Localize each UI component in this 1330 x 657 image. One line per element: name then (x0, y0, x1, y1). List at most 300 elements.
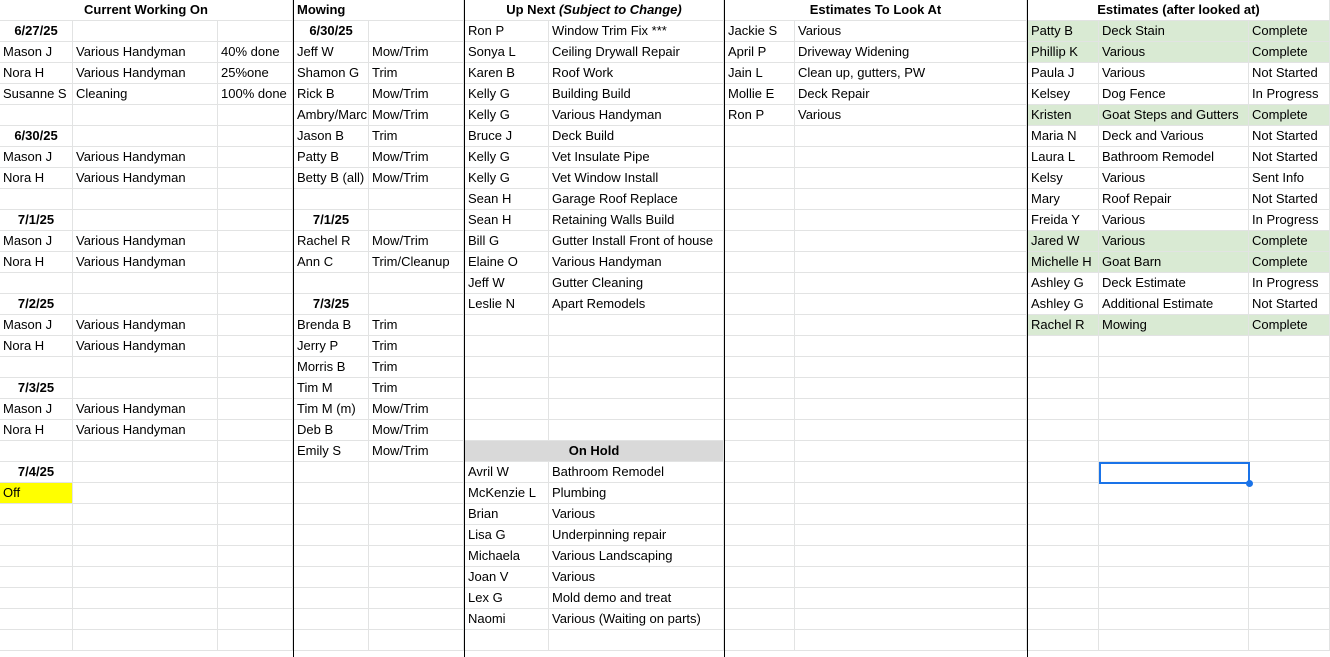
current-cell-name[interactable]: Nora H (0, 336, 73, 357)
mowing-cell[interactable] (294, 546, 369, 567)
upnext-cell-task[interactable]: Retaining Walls Build (549, 210, 724, 231)
mowing-cell[interactable] (369, 609, 464, 630)
mowing-cell-name[interactable]: Deb B (294, 420, 369, 441)
upnext-cell-task[interactable]: Various Landscaping (549, 546, 724, 567)
current-date-label[interactable]: 6/27/25 (0, 21, 73, 42)
mowing-cell[interactable] (294, 504, 369, 525)
estimates-cell[interactable] (795, 126, 1027, 147)
upnext-cell-name[interactable]: Kelly G (465, 105, 549, 126)
estimates-cell[interactable] (795, 588, 1027, 609)
estimates-cell[interactable] (725, 441, 795, 462)
mowing-cell[interactable] (369, 630, 464, 651)
current-cell-task[interactable]: Various Handyman (73, 63, 218, 84)
upnext-cell-name[interactable]: Kelly G (465, 147, 549, 168)
estimates-after-cell-status[interactable]: Complete (1249, 231, 1330, 252)
upnext-cell[interactable] (465, 315, 549, 336)
mowing-date-label[interactable]: 7/3/25 (294, 294, 369, 315)
estimates-after-cell-task[interactable]: Roof Repair (1099, 189, 1249, 210)
header-estimates-after[interactable]: Estimates (after looked at) (1028, 0, 1330, 21)
estimates-cell[interactable] (725, 504, 795, 525)
current-cell-status[interactable] (218, 231, 293, 252)
upnext-cell-name[interactable]: Lisa G (465, 525, 549, 546)
current-cell[interactable] (0, 630, 73, 651)
fill-handle[interactable] (1246, 480, 1253, 487)
current-cell-name[interactable]: Nora H (0, 63, 73, 84)
estimates-cell[interactable] (725, 294, 795, 315)
current-cell[interactable] (73, 273, 218, 294)
estimates-after-cell-status[interactable]: Not Started (1249, 147, 1330, 168)
estimates-after-cell-name[interactable]: Mary (1028, 189, 1099, 210)
upnext-cell-task[interactable]: Roof Work (549, 63, 724, 84)
estimates-after-cell[interactable] (1099, 525, 1249, 546)
estimates-after-cell[interactable] (1249, 357, 1330, 378)
estimates-cell[interactable] (795, 525, 1027, 546)
upnext-cell[interactable] (465, 378, 549, 399)
upnext-cell[interactable] (549, 420, 724, 441)
current-cell[interactable] (73, 21, 218, 42)
estimates-cell[interactable] (795, 399, 1027, 420)
estimates-after-cell[interactable] (1028, 420, 1099, 441)
estimates-after-cell[interactable] (1028, 378, 1099, 399)
current-cell-name[interactable]: Susanne S (0, 84, 73, 105)
current-cell[interactable] (73, 126, 218, 147)
estimates-after-cell-name[interactable]: Michelle H (1028, 252, 1099, 273)
upnext-cell-task[interactable]: Building Build (549, 84, 724, 105)
upnext-cell-name[interactable]: Bruce J (465, 126, 549, 147)
current-cell[interactable] (218, 294, 293, 315)
upnext-cell-name[interactable]: Bill G (465, 231, 549, 252)
mowing-cell-name[interactable]: Patty B (294, 147, 369, 168)
current-cell[interactable] (218, 105, 293, 126)
current-cell[interactable] (218, 525, 293, 546)
upnext-cell-task[interactable]: Bathroom Remodel (549, 462, 724, 483)
current-cell-name[interactable]: Mason J (0, 231, 73, 252)
upnext-cell-task[interactable]: Vet Insulate Pipe (549, 147, 724, 168)
estimates-after-cell-status[interactable]: Not Started (1249, 126, 1330, 147)
upnext-cell-name[interactable]: Avril W (465, 462, 549, 483)
estimates-cell-name[interactable]: Ron P (725, 105, 795, 126)
current-cell-task[interactable] (73, 483, 218, 504)
mowing-cell-task[interactable]: Trim (369, 357, 464, 378)
header-mowing[interactable]: Mowing (294, 0, 464, 21)
mowing-cell[interactable] (369, 546, 464, 567)
current-cell[interactable] (73, 294, 218, 315)
upnext-cell-name[interactable]: Michaela (465, 546, 549, 567)
estimates-cell[interactable] (725, 609, 795, 630)
estimates-after-cell[interactable] (1249, 630, 1330, 651)
current-cell-task[interactable]: Various Handyman (73, 420, 218, 441)
estimates-after-cell-status[interactable]: Complete (1249, 21, 1330, 42)
current-cell-name[interactable]: Nora H (0, 252, 73, 273)
current-cell[interactable] (73, 588, 218, 609)
mowing-cell[interactable] (294, 525, 369, 546)
mowing-cell-name[interactable]: Tim M (m) (294, 399, 369, 420)
current-cell[interactable] (218, 126, 293, 147)
mowing-cell-name[interactable]: Jerry P (294, 336, 369, 357)
upnext-cell[interactable] (549, 315, 724, 336)
mowing-cell[interactable] (369, 567, 464, 588)
estimates-after-cell-task[interactable]: Dog Fence (1099, 84, 1249, 105)
mowing-cell-task[interactable]: Mow/Trim (369, 420, 464, 441)
current-cell[interactable] (218, 273, 293, 294)
upnext-cell-name[interactable]: Brian (465, 504, 549, 525)
estimates-after-cell-name[interactable]: Jared W (1028, 231, 1099, 252)
estimates-after-cell-task[interactable]: Deck Stain (1099, 21, 1249, 42)
estimates-after-cell[interactable] (1028, 588, 1099, 609)
estimates-cell[interactable] (795, 630, 1027, 651)
mowing-cell-task[interactable]: Trim (369, 126, 464, 147)
current-cell[interactable] (218, 462, 293, 483)
current-cell[interactable] (218, 21, 293, 42)
estimates-after-cell[interactable] (1028, 630, 1099, 651)
current-cell[interactable] (218, 504, 293, 525)
estimates-after-cell-task[interactable]: Bathroom Remodel (1099, 147, 1249, 168)
mowing-cell[interactable] (294, 588, 369, 609)
current-cell[interactable] (218, 357, 293, 378)
estimates-after-cell[interactable] (1249, 483, 1330, 504)
upnext-cell[interactable] (465, 357, 549, 378)
current-cell[interactable] (73, 525, 218, 546)
estimates-after-cell-name[interactable]: Ashley G (1028, 273, 1099, 294)
mowing-cell-name[interactable]: Jason B (294, 126, 369, 147)
estimates-after-cell[interactable] (1028, 567, 1099, 588)
estimates-cell[interactable] (795, 609, 1027, 630)
estimates-cell[interactable] (795, 147, 1027, 168)
current-date-label[interactable]: 7/2/25 (0, 294, 73, 315)
estimates-after-cell-task[interactable]: Various (1099, 42, 1249, 63)
upnext-cell-name[interactable]: Sean H (465, 189, 549, 210)
mowing-cell-name[interactable]: Rachel R (294, 231, 369, 252)
mowing-cell[interactable] (369, 525, 464, 546)
estimates-after-cell[interactable] (1028, 336, 1099, 357)
estimates-cell[interactable] (795, 441, 1027, 462)
selected-cell[interactable] (1099, 462, 1250, 484)
current-cell[interactable] (73, 504, 218, 525)
current-cell[interactable] (0, 588, 73, 609)
estimates-cell[interactable] (725, 525, 795, 546)
estimates-cell[interactable] (795, 210, 1027, 231)
mowing-cell-task[interactable]: Mow/Trim (369, 399, 464, 420)
estimates-after-cell[interactable] (1099, 609, 1249, 630)
current-cell-task[interactable]: Various Handyman (73, 42, 218, 63)
current-cell-status[interactable] (218, 168, 293, 189)
estimates-after-cell-task[interactable]: Goat Barn (1099, 252, 1249, 273)
current-cell[interactable] (0, 546, 73, 567)
mowing-cell-task[interactable]: Mow/Trim (369, 42, 464, 63)
current-cell-task[interactable]: Various Handyman (73, 147, 218, 168)
upnext-cell[interactable] (465, 399, 549, 420)
estimates-after-cell[interactable] (1249, 588, 1330, 609)
upnext-cell[interactable] (465, 630, 549, 651)
estimates-after-cell-task[interactable]: Various (1099, 63, 1249, 84)
upnext-cell-name[interactable]: Joan V (465, 567, 549, 588)
estimates-after-cell-status[interactable]: In Progress (1249, 84, 1330, 105)
upnext-cell-task[interactable]: Ceiling Drywall Repair (549, 42, 724, 63)
estimates-after-cell[interactable] (1099, 357, 1249, 378)
mowing-cell-task[interactable]: Trim (369, 315, 464, 336)
estimates-cell[interactable] (795, 420, 1027, 441)
mowing-date-label[interactable]: 7/1/25 (294, 210, 369, 231)
upnext-cell-task[interactable]: Gutter Cleaning (549, 273, 724, 294)
estimates-cell[interactable] (725, 357, 795, 378)
upnext-cell[interactable] (549, 357, 724, 378)
estimates-after-cell-name[interactable]: Kelsey (1028, 84, 1099, 105)
mowing-cell-name[interactable]: Betty B (all) (294, 168, 369, 189)
upnext-cell-task[interactable]: Mold demo and treat (549, 588, 724, 609)
current-cell-name[interactable]: Nora H (0, 168, 73, 189)
upnext-cell[interactable] (549, 336, 724, 357)
mowing-cell[interactable] (294, 483, 369, 504)
estimates-cell[interactable] (795, 504, 1027, 525)
upnext-cell-task[interactable]: Various (Waiting on parts) (549, 609, 724, 630)
upnext-cell-name[interactable]: Ron P (465, 21, 549, 42)
estimates-after-cell[interactable] (1099, 504, 1249, 525)
mowing-cell[interactable] (369, 483, 464, 504)
mowing-cell-task[interactable]: Mow/Trim (369, 105, 464, 126)
estimates-after-cell[interactable] (1249, 609, 1330, 630)
estimates-after-cell-status[interactable]: In Progress (1249, 210, 1330, 231)
upnext-cell-name[interactable]: Elaine O (465, 252, 549, 273)
estimates-after-cell-name[interactable]: Maria N (1028, 126, 1099, 147)
upnext-cell-task[interactable]: Gutter Install Front of house (549, 231, 724, 252)
mowing-cell-task[interactable]: Trim (369, 378, 464, 399)
estimates-after-cell[interactable] (1099, 399, 1249, 420)
current-cell[interactable] (218, 378, 293, 399)
current-cell-name[interactable]: Mason J (0, 42, 73, 63)
mowing-cell[interactable] (294, 630, 369, 651)
upnext-cell-name[interactable]: McKenzie L (465, 483, 549, 504)
estimates-after-cell-status[interactable]: Complete (1249, 105, 1330, 126)
header-estimates-to-look-at[interactable]: Estimates To Look At (725, 0, 1027, 21)
upnext-cell-task[interactable]: Vet Window Install (549, 168, 724, 189)
current-cell[interactable] (73, 378, 218, 399)
mowing-cell[interactable] (369, 210, 464, 231)
current-cell[interactable] (218, 546, 293, 567)
mowing-cell-task[interactable]: Trim (369, 63, 464, 84)
upnext-cell-name[interactable]: Lex G (465, 588, 549, 609)
current-cell-task[interactable]: Various Handyman (73, 168, 218, 189)
estimates-after-cell[interactable] (1028, 399, 1099, 420)
estimates-cell-name[interactable]: Jackie S (725, 21, 795, 42)
estimates-after-cell-status[interactable]: Not Started (1249, 63, 1330, 84)
estimates-cell-task[interactable]: Driveway Widening (795, 42, 1027, 63)
mowing-cell[interactable] (369, 273, 464, 294)
estimates-cell[interactable] (725, 588, 795, 609)
mowing-date-label[interactable]: 6/30/25 (294, 21, 369, 42)
estimates-cell-task[interactable]: Clean up, gutters, PW (795, 63, 1027, 84)
upnext-cell-name[interactable]: Jeff W (465, 273, 549, 294)
header-current-working-on[interactable]: Current Working On (0, 0, 293, 21)
estimates-after-cell-name[interactable]: Paula J (1028, 63, 1099, 84)
mowing-cell[interactable] (294, 609, 369, 630)
current-cell[interactable] (218, 441, 293, 462)
current-cell-task[interactable]: Cleaning (73, 84, 218, 105)
estimates-after-cell[interactable] (1249, 546, 1330, 567)
estimates-after-cell[interactable] (1099, 336, 1249, 357)
mowing-cell[interactable] (369, 504, 464, 525)
estimates-after-cell[interactable] (1028, 546, 1099, 567)
mowing-cell-task[interactable]: Trim (369, 336, 464, 357)
upnext-cell-task[interactable]: Window Trim Fix *** (549, 21, 724, 42)
current-cell-task[interactable]: Various Handyman (73, 315, 218, 336)
current-cell-task[interactable]: Various Handyman (73, 399, 218, 420)
estimates-after-cell[interactable] (1249, 525, 1330, 546)
current-cell[interactable] (73, 210, 218, 231)
mowing-cell[interactable] (369, 21, 464, 42)
upnext-cell[interactable] (549, 399, 724, 420)
estimates-after-cell-status[interactable]: Complete (1249, 252, 1330, 273)
estimates-cell[interactable] (725, 231, 795, 252)
mowing-cell-name[interactable]: Tim M (294, 378, 369, 399)
estimates-cell[interactable] (795, 567, 1027, 588)
mowing-cell-task[interactable]: Mow/Trim (369, 441, 464, 462)
estimates-after-cell-status[interactable]: Complete (1249, 315, 1330, 336)
upnext-cell-task[interactable]: Various (549, 567, 724, 588)
current-cell[interactable] (0, 504, 73, 525)
current-cell[interactable] (73, 567, 218, 588)
estimates-after-cell-task[interactable]: Additional Estimate (1099, 294, 1249, 315)
mowing-cell[interactable] (369, 294, 464, 315)
current-cell-status[interactable] (218, 315, 293, 336)
estimates-cell[interactable] (725, 399, 795, 420)
estimates-after-cell[interactable] (1099, 546, 1249, 567)
estimates-after-cell-status[interactable]: Not Started (1249, 189, 1330, 210)
upnext-cell[interactable] (465, 336, 549, 357)
current-cell[interactable] (0, 609, 73, 630)
estimates-after-cell[interactable] (1249, 420, 1330, 441)
estimates-after-cell-name[interactable]: Phillip K (1028, 42, 1099, 63)
estimates-cell-name[interactable]: Mollie E (725, 84, 795, 105)
upnext-cell[interactable] (465, 420, 549, 441)
estimates-after-cell[interactable] (1249, 399, 1330, 420)
estimates-after-cell[interactable] (1249, 378, 1330, 399)
estimates-cell[interactable] (795, 357, 1027, 378)
estimates-cell[interactable] (795, 231, 1027, 252)
upnext-cell-task[interactable]: Deck Build (549, 126, 724, 147)
upnext-cell[interactable] (549, 630, 724, 651)
estimates-cell[interactable] (795, 273, 1027, 294)
upnext-cell-task[interactable]: Various (549, 504, 724, 525)
estimates-after-cell[interactable] (1028, 504, 1099, 525)
current-cell[interactable] (218, 588, 293, 609)
mowing-cell-name[interactable]: Rick B (294, 84, 369, 105)
estimates-cell[interactable] (795, 294, 1027, 315)
current-cell[interactable] (73, 609, 218, 630)
mowing-cell[interactable] (369, 588, 464, 609)
upnext-cell-name[interactable]: Sean H (465, 210, 549, 231)
header-up-next[interactable] (465, 0, 724, 21)
upnext-cell-task[interactable]: Plumbing (549, 483, 724, 504)
current-cell[interactable] (218, 630, 293, 651)
estimates-cell[interactable] (725, 336, 795, 357)
estimates-cell[interactable] (795, 483, 1027, 504)
upnext-cell-task[interactable]: Various Handyman (549, 252, 724, 273)
upnext-cell-task[interactable]: Apart Remodels (549, 294, 724, 315)
current-cell-status[interactable] (218, 336, 293, 357)
estimates-after-cell-name[interactable]: Patty B (1028, 21, 1099, 42)
estimates-after-cell[interactable] (1249, 567, 1330, 588)
current-cell[interactable] (73, 546, 218, 567)
estimates-cell[interactable] (725, 252, 795, 273)
mowing-cell-task[interactable]: Trim/Cleanup (369, 252, 464, 273)
estimates-after-cell[interactable] (1099, 567, 1249, 588)
estimates-after-cell[interactable] (1028, 357, 1099, 378)
estimates-cell[interactable] (795, 462, 1027, 483)
mowing-cell-name[interactable]: Ambry/Marc (294, 105, 369, 126)
estimates-after-cell-name[interactable]: Ashley G (1028, 294, 1099, 315)
estimates-after-cell-status[interactable]: Not Started (1249, 294, 1330, 315)
estimates-after-cell[interactable] (1028, 483, 1099, 504)
mowing-cell[interactable] (369, 189, 464, 210)
current-date-label[interactable]: 7/1/25 (0, 210, 73, 231)
estimates-after-cell-task[interactable]: Various (1099, 168, 1249, 189)
current-cell-status[interactable] (218, 252, 293, 273)
estimates-after-cell[interactable] (1249, 504, 1330, 525)
estimates-cell[interactable] (725, 546, 795, 567)
mowing-cell[interactable] (294, 462, 369, 483)
mowing-cell-name[interactable]: Morris B (294, 357, 369, 378)
estimates-after-cell[interactable] (1099, 441, 1249, 462)
estimates-after-cell[interactable] (1249, 336, 1330, 357)
current-cell-task[interactable]: Various Handyman (73, 336, 218, 357)
current-cell-name[interactable]: Mason J (0, 315, 73, 336)
current-cell[interactable] (0, 105, 73, 126)
estimates-after-cell[interactable] (1028, 462, 1099, 483)
header-on-hold[interactable]: On Hold (465, 441, 724, 462)
estimates-cell[interactable] (795, 315, 1027, 336)
estimates-after-cell[interactable] (1099, 378, 1249, 399)
current-cell[interactable] (73, 630, 218, 651)
current-cell[interactable] (73, 189, 218, 210)
current-cell-name[interactable]: Mason J (0, 147, 73, 168)
current-date-label[interactable]: 7/3/25 (0, 378, 73, 399)
current-cell[interactable] (0, 441, 73, 462)
mowing-cell[interactable] (294, 567, 369, 588)
estimates-after-cell[interactable] (1028, 441, 1099, 462)
estimates-after-cell-task[interactable]: Deck Estimate (1099, 273, 1249, 294)
current-cell[interactable] (73, 441, 218, 462)
current-cell-status[interactable]: 25%one (218, 63, 293, 84)
current-cell-status[interactable]: 100% done (218, 84, 293, 105)
current-cell[interactable] (0, 525, 73, 546)
estimates-cell[interactable] (795, 189, 1027, 210)
mowing-cell-name[interactable]: Ann C (294, 252, 369, 273)
estimates-cell[interactable] (725, 462, 795, 483)
estimates-cell[interactable] (795, 252, 1027, 273)
estimates-after-cell[interactable] (1099, 630, 1249, 651)
current-cell[interactable] (0, 273, 73, 294)
mowing-cell-task[interactable]: Mow/Trim (369, 84, 464, 105)
current-date-label[interactable]: 6/30/25 (0, 126, 73, 147)
mowing-cell[interactable] (294, 273, 369, 294)
mowing-cell-name[interactable]: Shamon G (294, 63, 369, 84)
current-cell-name[interactable]: Nora H (0, 420, 73, 441)
estimates-cell[interactable] (725, 315, 795, 336)
estimates-after-cell-name[interactable]: Rachel R (1028, 315, 1099, 336)
current-date-label[interactable]: 7/4/25 (0, 462, 73, 483)
estimates-cell[interactable] (725, 168, 795, 189)
upnext-cell-task[interactable]: Garage Roof Replace (549, 189, 724, 210)
estimates-after-cell-task[interactable]: Goat Steps and Gutters (1099, 105, 1249, 126)
estimates-cell[interactable] (725, 420, 795, 441)
current-cell[interactable] (218, 567, 293, 588)
mowing-cell-name[interactable]: Brenda B (294, 315, 369, 336)
estimates-cell[interactable] (725, 210, 795, 231)
estimates-cell-task[interactable]: Deck Repair (795, 84, 1027, 105)
estimates-after-cell[interactable] (1028, 609, 1099, 630)
estimates-after-cell-name[interactable]: Laura L (1028, 147, 1099, 168)
current-cell-task[interactable]: Various Handyman (73, 252, 218, 273)
